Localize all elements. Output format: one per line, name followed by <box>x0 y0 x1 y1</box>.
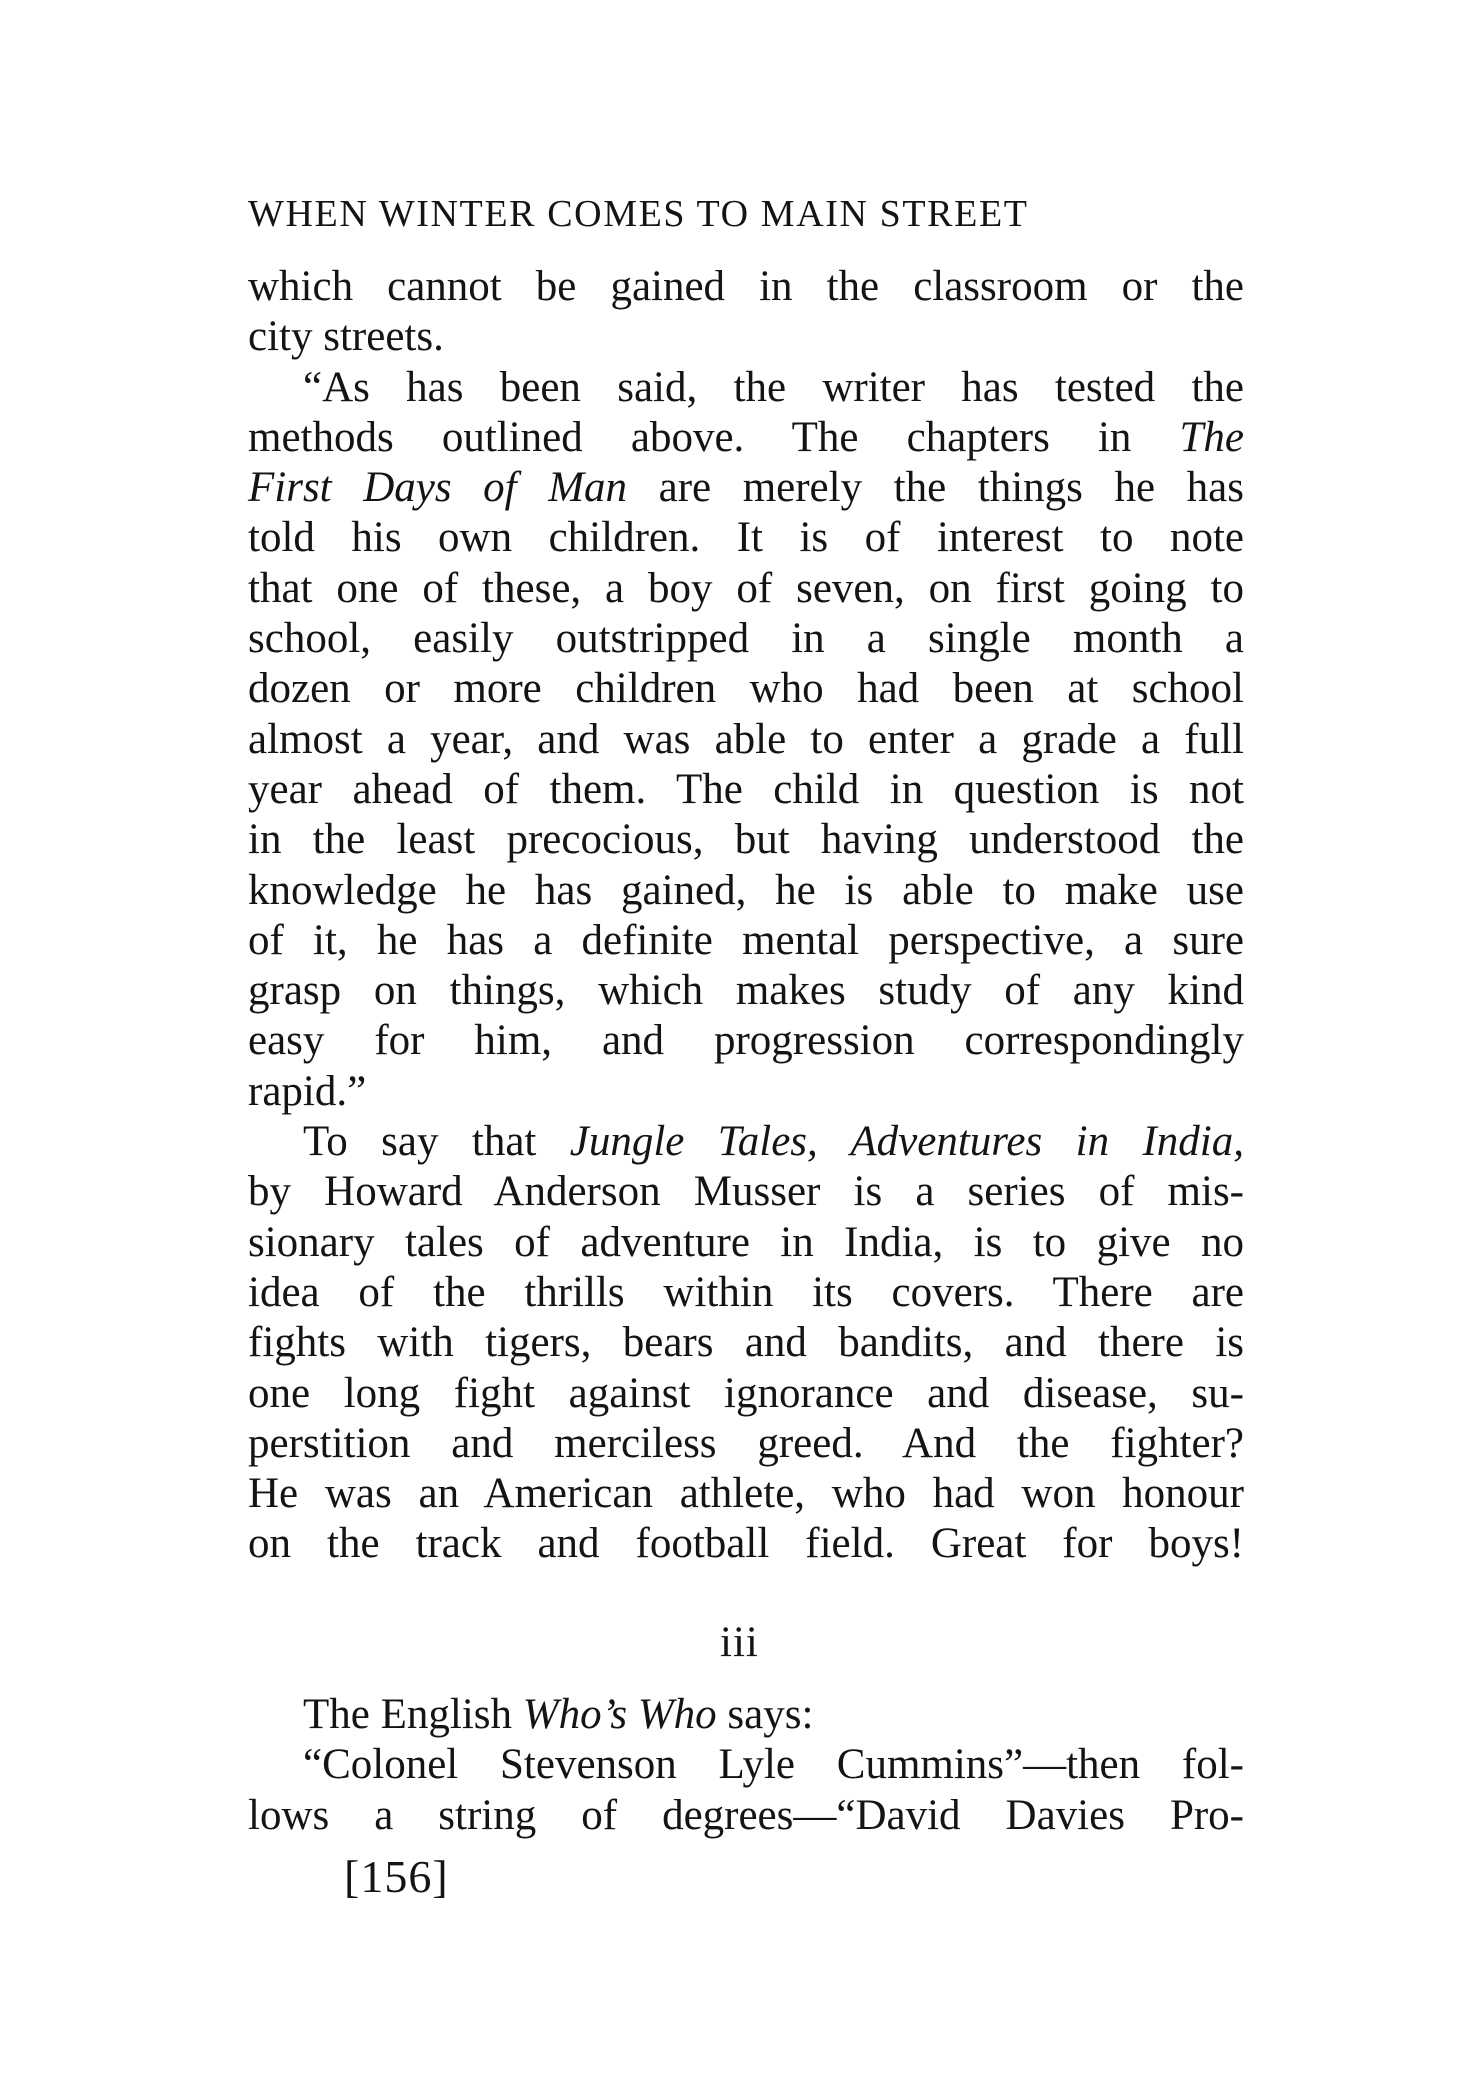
text-segment: “Colonel Stevenson Lyle Cummins”—then fol- <box>303 1741 1244 1789</box>
text-line <box>248 1791 1244 1841</box>
italic-title: First Days of Man <box>248 464 628 512</box>
text-line <box>248 1419 1244 1469</box>
italic-title: The <box>1179 413 1244 461</box>
text-segment: year ahead of them. The child in question is not <box>248 765 1244 813</box>
text-segment: almost a year, and was able to enter a grade a full <box>248 715 1244 763</box>
text-line <box>248 815 1244 865</box>
text-segment: by Howard Anderson Musser is a series of mis- <box>248 1168 1244 1216</box>
text-line <box>248 1690 1244 1740</box>
text-segment: dozen or more children who had been at school <box>248 665 1244 713</box>
text-line <box>248 614 1244 664</box>
text-line <box>248 463 1244 513</box>
text-line <box>248 715 1244 765</box>
text-segment: To say that <box>303 1118 570 1166</box>
text-line <box>248 1016 1244 1066</box>
text-segment: city streets. <box>248 313 444 361</box>
text-line <box>248 1117 1244 1167</box>
text-line <box>248 1067 1244 1117</box>
text-segment: one long fight against ignorance and disease, su- <box>248 1369 1244 1417</box>
text-line <box>248 1519 1244 1569</box>
running-head: WHEN WINTER COMES TO MAIN STREET <box>248 193 1029 235</box>
text-line <box>248 1369 1244 1419</box>
italic-title: Who’s Who <box>522 1691 717 1738</box>
text-line <box>248 966 1244 1016</box>
text-segment: He was an American athlete, who had won honour <box>248 1470 1244 1518</box>
text-line <box>248 262 1244 312</box>
text-segment: sionary tales of adventure in India, is to give no <box>248 1218 1244 1266</box>
text-segment: methods outlined above. The chapters in <box>248 413 1180 461</box>
text-line <box>248 765 1244 815</box>
text-segment: are merely the things he has <box>627 464 1244 512</box>
text-line <box>248 866 1244 916</box>
text-line <box>248 513 1244 563</box>
text-line <box>248 664 1244 714</box>
text-segment: rapid.” <box>248 1067 367 1115</box>
text-line <box>248 413 1244 463</box>
text-line <box>248 1469 1244 1519</box>
text-segment: fights with tigers, bears and bandits, and there is <box>248 1319 1244 1367</box>
text-segment: “As has been said, the writer has tested the <box>303 363 1244 411</box>
text-line <box>248 1318 1244 1368</box>
text-segment: which cannot be gained in the classroom or the <box>248 263 1244 310</box>
text-line <box>248 1268 1244 1318</box>
text-segment: grasp on things, which makes study of any kind <box>248 967 1244 1015</box>
body-text <box>248 262 1244 1570</box>
text-segment: told his own children. It is of interest to note <box>248 514 1244 562</box>
page-number: [156] <box>344 1851 449 1902</box>
section-number: iii <box>720 1619 759 1666</box>
text-line <box>248 363 1244 413</box>
body-text-continued <box>248 1690 1244 1841</box>
text-segment: knowledge he has gained, he is able to make use <box>248 866 1244 914</box>
text-line <box>248 312 1244 362</box>
text-line <box>248 1740 1244 1790</box>
text-segment: in the least precocious, but having understood the <box>248 816 1244 864</box>
text-line <box>248 1218 1244 1268</box>
italic-title: Jungle Tales, Adventures in India, <box>569 1118 1244 1166</box>
text-segment: says: <box>716 1691 814 1738</box>
text-segment: lows a string of degrees—“David Davies Pro- <box>248 1791 1244 1839</box>
text-line <box>248 1167 1244 1217</box>
text-segment: school, easily outstripped in a single month a <box>248 615 1244 663</box>
text-line <box>248 564 1244 614</box>
text-segment: The English <box>303 1691 523 1738</box>
text-segment: on the track and football field. Great for boys! <box>248 1520 1244 1568</box>
text-segment: easy for him, and progression correspondingly <box>248 1017 1244 1065</box>
text-segment: idea of the thrills within its covers. There are <box>248 1268 1244 1316</box>
text-line <box>248 916 1244 966</box>
text-segment: that one of these, a boy of seven, on first going to <box>248 564 1244 612</box>
text-segment: of it, he has a definite mental perspective, a sure <box>248 916 1244 964</box>
text-segment: perstition and merciless greed. And the fighter? <box>248 1419 1244 1467</box>
